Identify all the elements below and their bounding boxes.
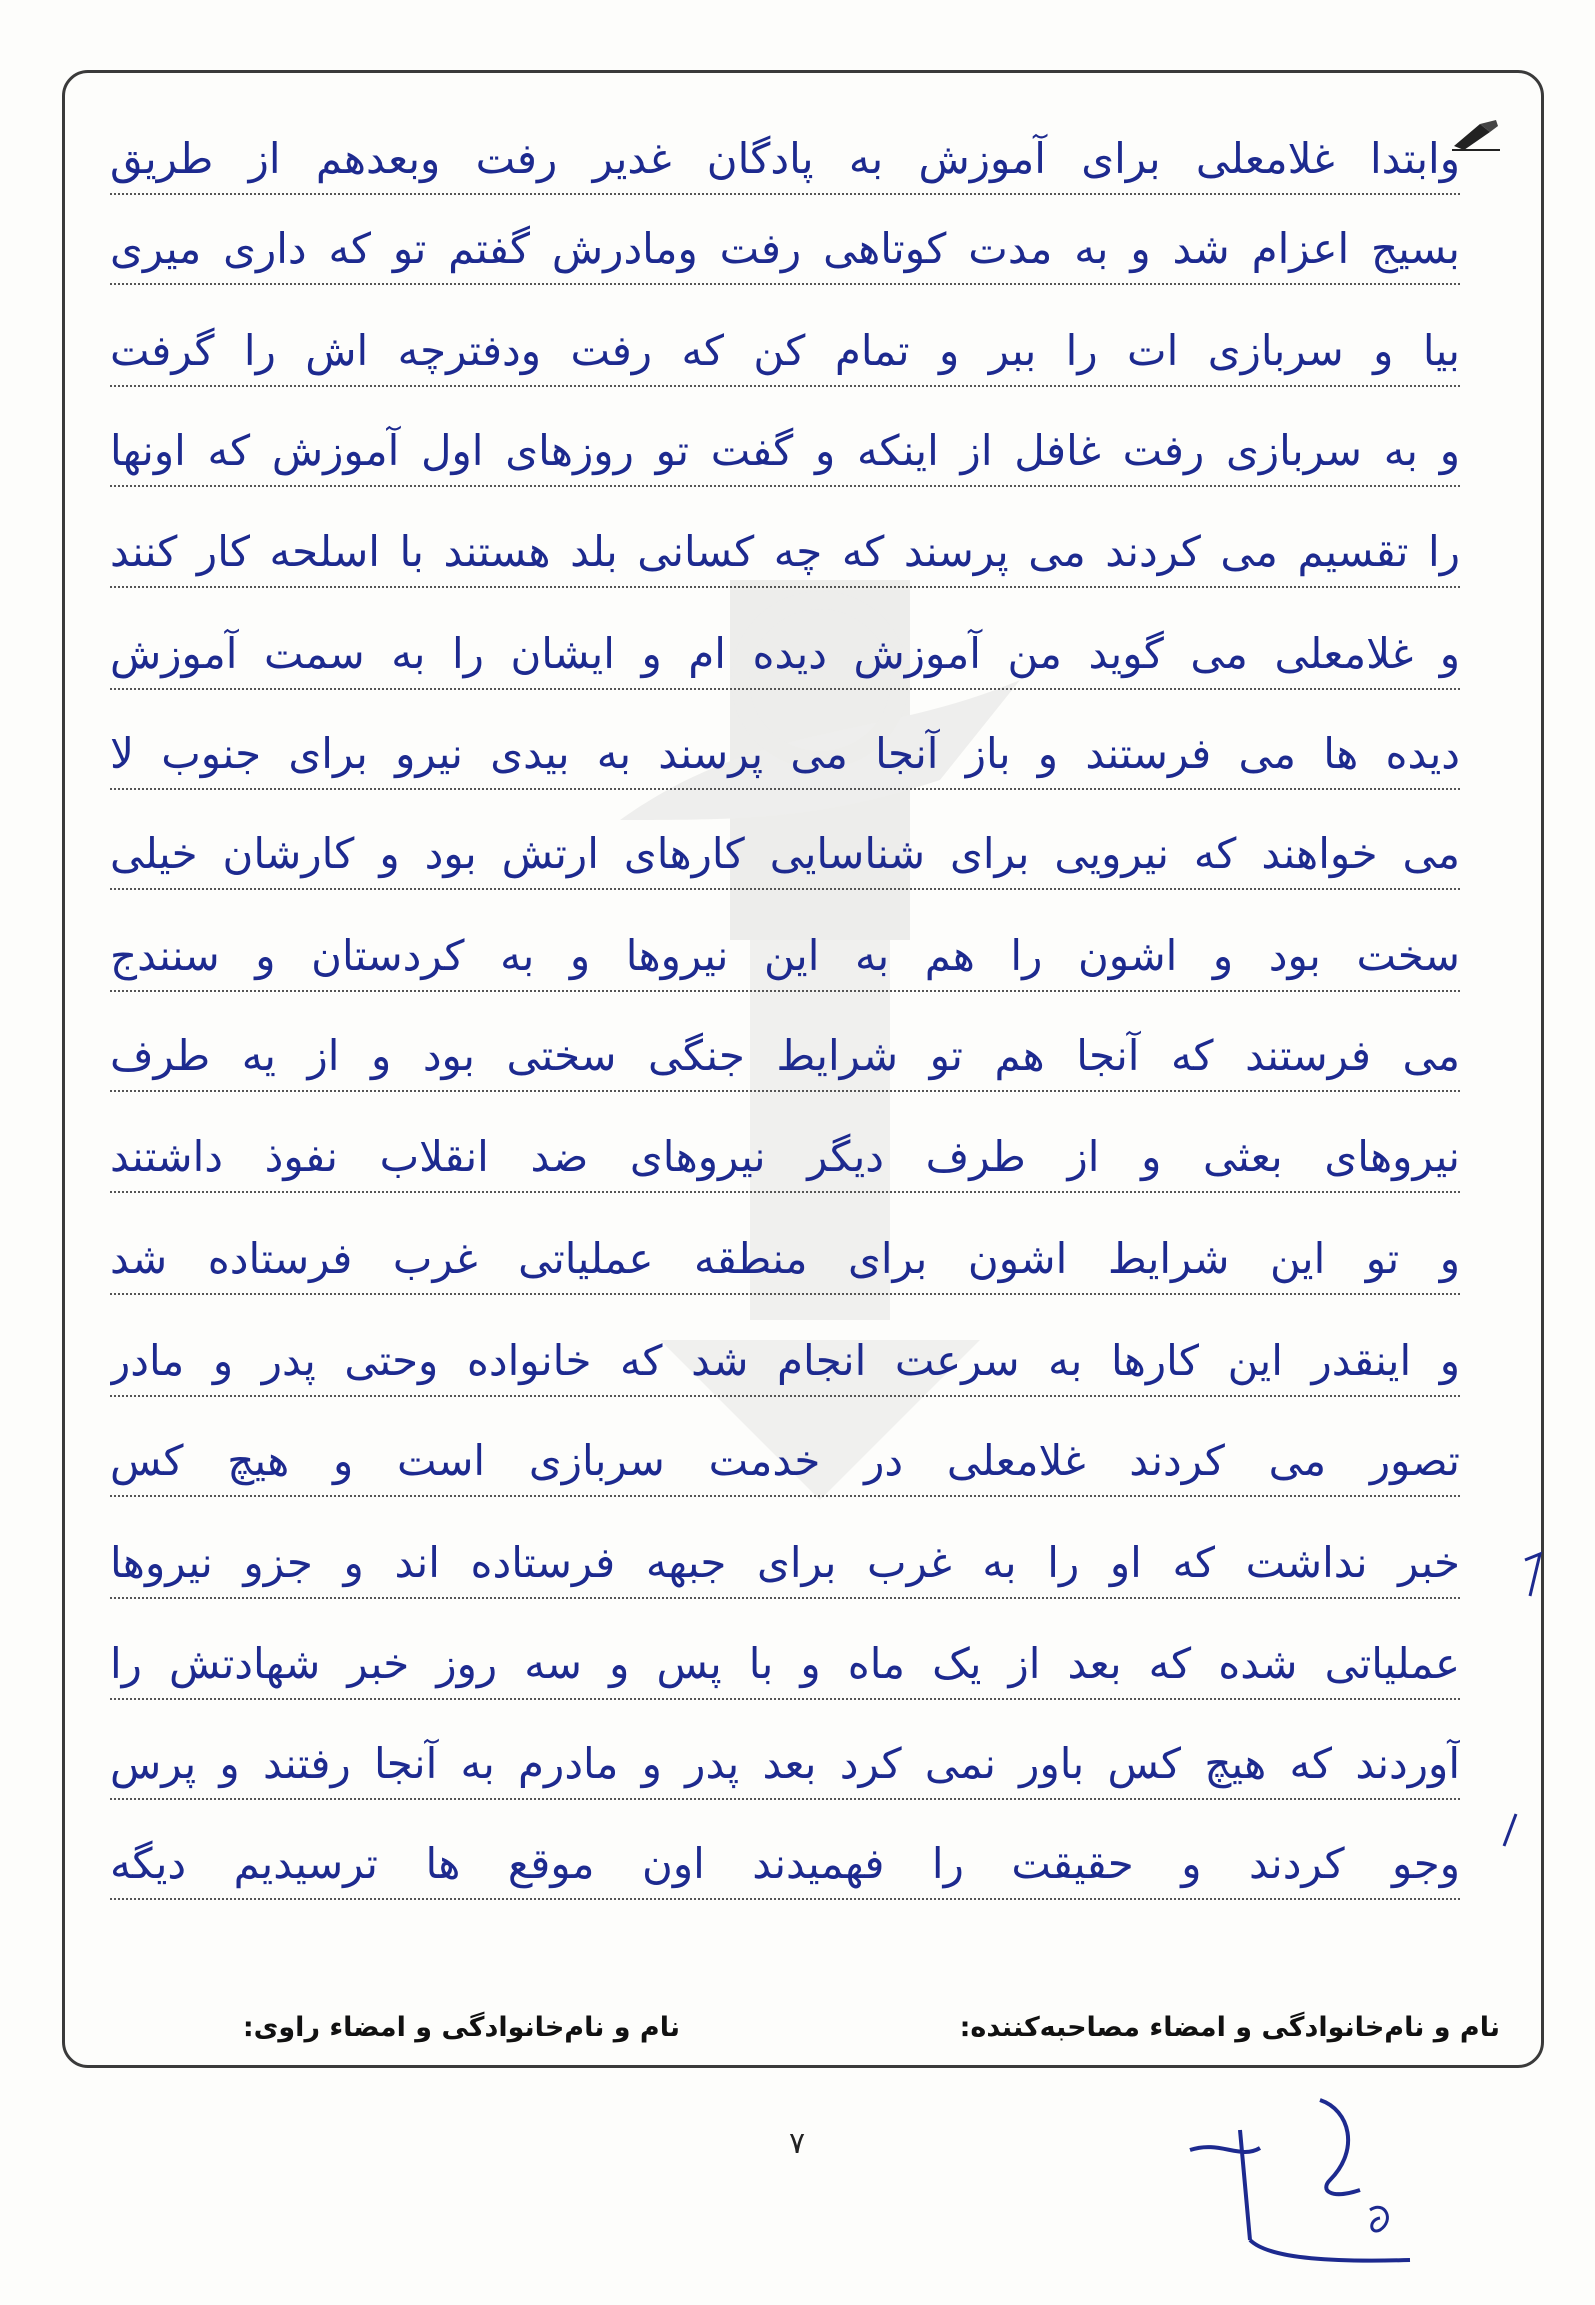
text-line: عملیاتی شده که بعد از یک ماه و با پس و سه روز خبر شهادتش را [110,1600,1460,1700]
text-line: وجو کردند و حقیقت را فهمیدند اون موقع ها ترسیدیم دیگه [110,1800,1460,1900]
signature-mark [1180,2090,1430,2270]
margin-tick-mark [1520,1550,1560,1600]
text-line: دیده ها می فرستند و باز آنجا می پرسند به بیدی نیرو برای جنوب لا [110,690,1460,790]
text-line: و اینقدر این کارها به سرعت انجام شد که خانواده وحتی پدر و مادر [110,1297,1460,1397]
page-number: ۷ [788,2126,806,2161]
text-line: آوردند که هیچ کس باور نمی کرد بعد پدر و مادرم به آنجا رفتند و پرس [110,1700,1460,1800]
text-line: و به سربازی رفت غافل از اینکه و گفت تو روزهای اول آموزش که اونها [110,387,1460,487]
text-line: بسیج اعزام شد و به مدت کوتاهی رفت ومادرش گفتم تو که داری میری [110,185,1460,285]
interviewer-signature-label: نام و نام‌خانوادگی و امضاء مصاحبه‌کننده: [959,2012,1500,2043]
text-line: می خواهند که نیرویی برای شناسایی کارهای ارتش بود و کارشان خیلی [110,790,1460,890]
text-line: خبر نداشت که او را به غرب برای جبهه فرستاده اند و جزو نیروها [110,1499,1460,1599]
text-line: و تو این شرایط اشون برای منطقه عملیاتی غرب فرستاده شد [110,1195,1460,1295]
text-line: بیا و سربازی ات را ببر و تمام کن که رفت ودفترچه اش را گرفت [110,287,1460,387]
margin-mark [1496,1810,1524,1850]
text-line: نیروهای بعثی و از طرف دیگر نیروهای ضد انقلاب نفوذ داشتند [110,1093,1460,1193]
text-line: را تقسیم می کردند می پرسند که چه کسانی بلد هستند با اسلحه کار کنند [110,488,1460,588]
text-line: سخت بود و اشون را هم به این نیروها و به کردستان و سنندج [110,892,1460,992]
text-line: تصور می کردند غلامعلی در خدمت سربازی است و هیچ کس [110,1397,1460,1497]
text-line: و غلامعلی می گوید من آموزش دیده ام و ایشان را به سمت آموزش [110,590,1460,690]
text-line: می فرستند که آنجا هم تو شرایط جنگی سختی بود و از یه طرف [110,992,1460,1092]
text-line: وابتدا غلامعلی برای آموزش به پادگان غدیر رفت وبعدهم از طریق [110,95,1460,195]
narrator-signature-label: نام و نام‌خانوادگی و امضاء راوی: [242,2012,680,2043]
footer [90,2000,1510,2060]
